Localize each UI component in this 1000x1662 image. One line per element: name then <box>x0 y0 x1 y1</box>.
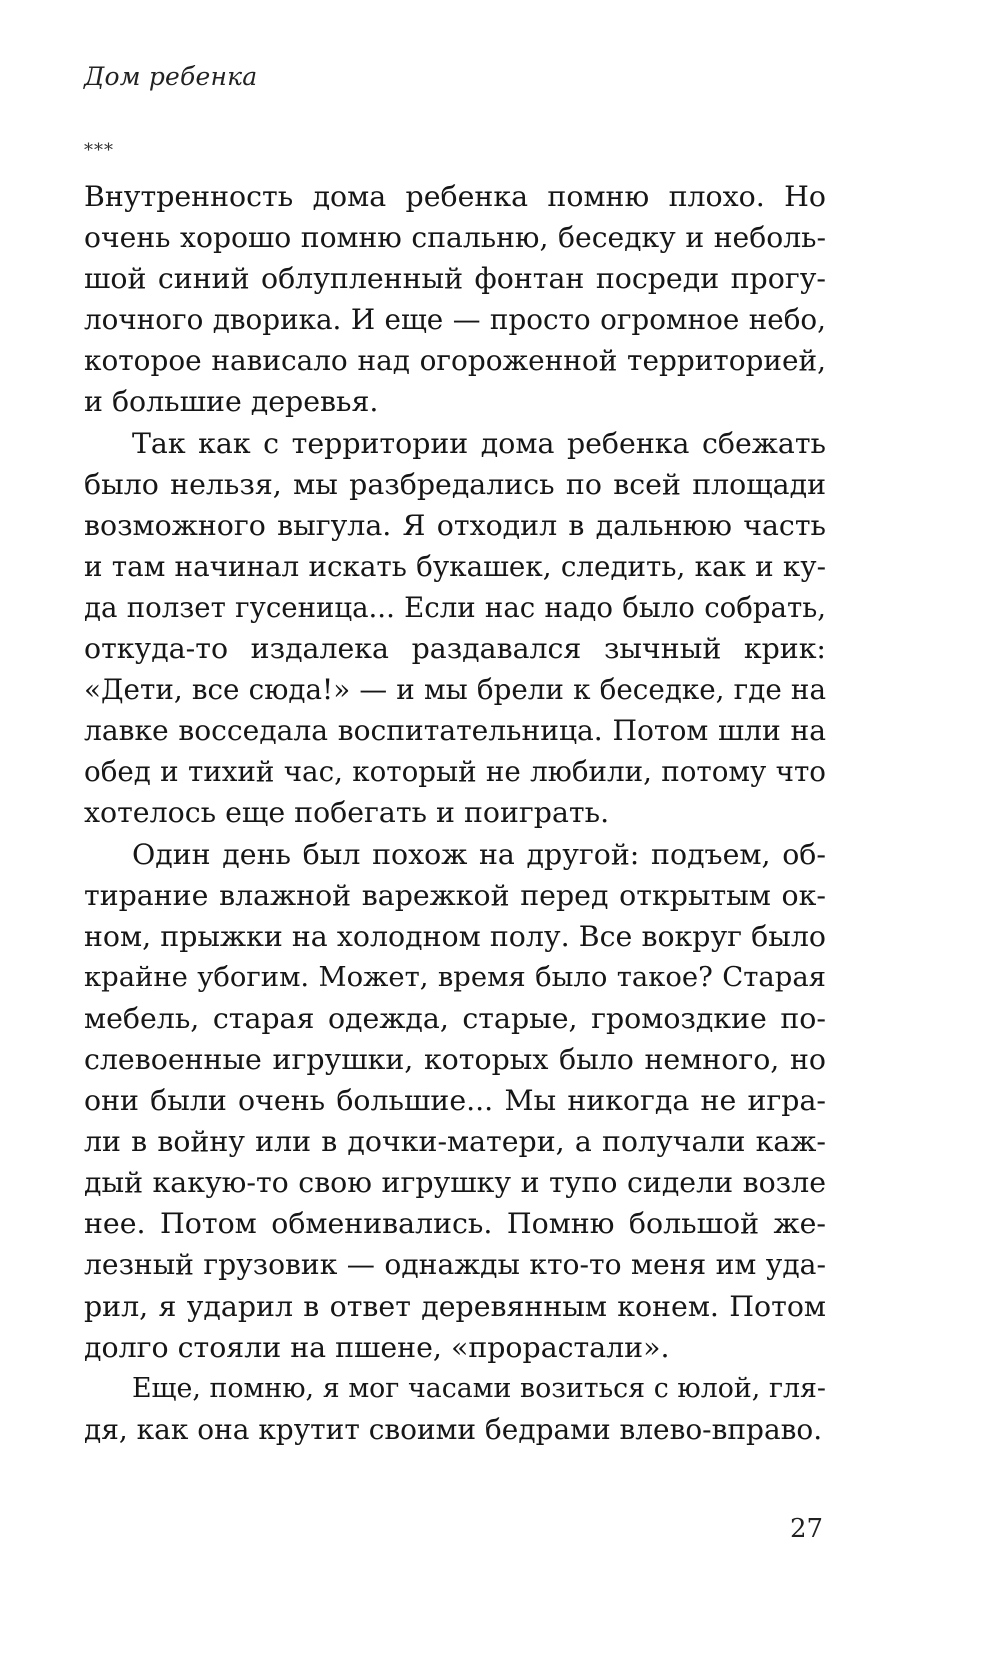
text-line: ли в войну или в дочки-матери, а получали каж- <box>84 1125 826 1159</box>
text-line: Один день был похож на другой: подъем, об- <box>132 837 826 871</box>
text-line: шой синий облупленный фонтан посреди прогу- <box>84 262 826 296</box>
paragraph <box>84 834 826 1368</box>
text-line: очень хорошо помню спальню, беседку и неболь- <box>84 221 826 255</box>
text-line: и большие деревья. <box>84 385 379 419</box>
text-line: они были очень большие... Мы никогда не игра- <box>84 1084 826 1118</box>
text-line: слевоенные игрушки, которых было немного, но <box>84 1042 826 1076</box>
text-line: да ползет гусеница... Если нас надо было собрать, <box>84 590 826 624</box>
text-line: было нельзя, мы разбредались по всей площади <box>84 467 826 501</box>
text-line: обед и тихий час, который не любили, потому что <box>84 755 826 789</box>
text-line: Еще, помню, я мог часами возиться с юлой, гля- <box>132 1372 826 1404</box>
paragraph <box>84 1368 826 1450</box>
text-line: дя, как она крутит своими бедрами влево-вправо. <box>84 1412 823 1446</box>
text-line: рил, я ударил в ответ деревянным конем. Потом <box>84 1289 826 1323</box>
running-head: Дом ребенка <box>84 62 258 91</box>
text-line: дый какую-то свою игрушку и тупо сидели возле <box>84 1166 826 1200</box>
text-line: долго стояли на пшене, «прорастали». <box>84 1330 670 1364</box>
page-number: 27 <box>790 1514 824 1544</box>
section-separator: *** <box>84 140 114 161</box>
paragraph <box>84 423 826 834</box>
text-line: откуда-то издалека раздавался зычный крик: <box>84 632 826 666</box>
text-line: и там начинал искать букашек, следить, как и ку- <box>84 549 826 583</box>
body-text <box>84 176 826 1450</box>
text-line: ном, прыжки на холодном полу. Все вокруг было <box>84 919 826 953</box>
text-line: крайне убогим. Может, время было такое? Старая <box>84 961 826 993</box>
text-line: лезный грузовик — однажды кто-то меня им уда- <box>84 1248 826 1282</box>
text-line: «Дети, все сюда!» — и мы брели к беседке, где на <box>84 673 826 707</box>
text-line: тирание влажной варежкой перед открытым ок- <box>84 878 826 912</box>
text-line: Внутренность дома ребенка помню плохо. Но <box>84 180 826 213</box>
text-line: лочного дворика. И еще — просто огромное небо, <box>84 303 826 337</box>
text-line: хотелось еще побегать и поиграть. <box>84 796 610 830</box>
text-line: нее. Потом обменивались. Помню большой же- <box>84 1207 826 1241</box>
text-line: которое нависало над огороженной территорией, <box>84 344 826 378</box>
text-line: возможного выгула. Я отходил в дальнюю часть <box>84 508 826 542</box>
text-line: мебель, старая одежда, старые, громоздкие по- <box>84 1001 826 1035</box>
text-line: лавке восседала воспитательница. Потом шли на <box>84 714 826 748</box>
paragraph <box>84 176 826 423</box>
text-line: Так как с территории дома ребенка сбежать <box>132 426 826 460</box>
